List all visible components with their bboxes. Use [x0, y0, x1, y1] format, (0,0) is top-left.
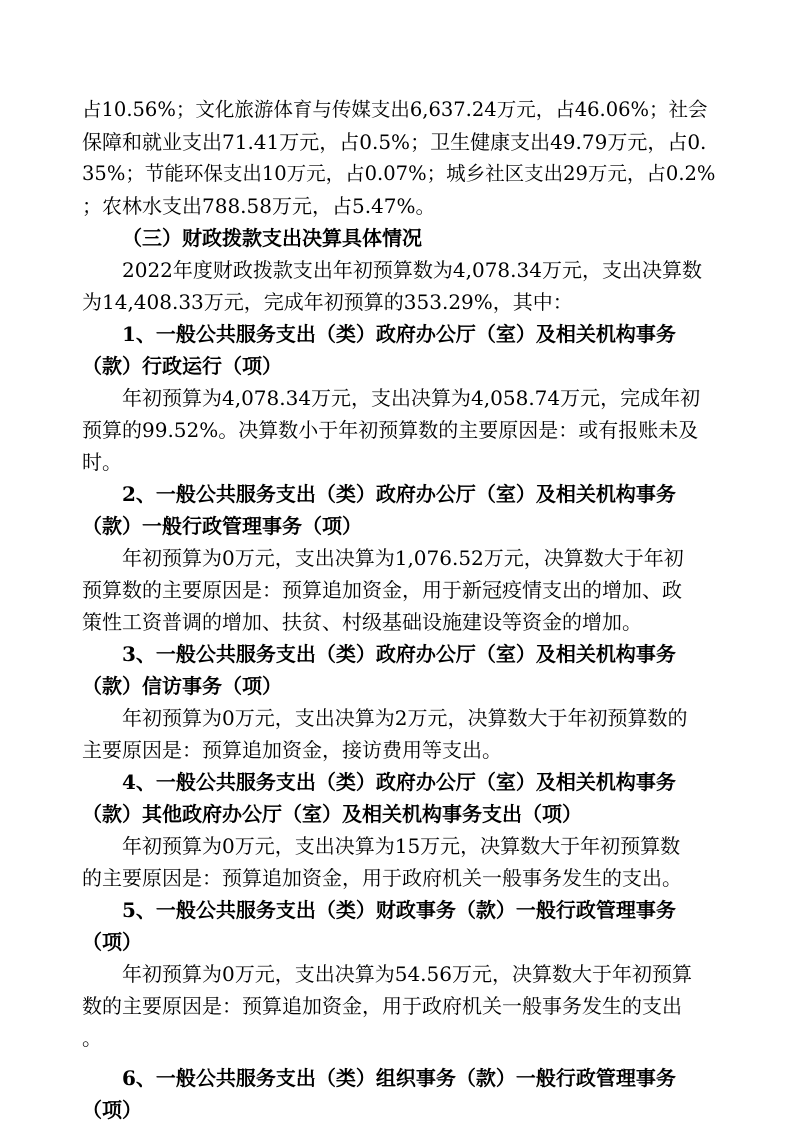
item-heading: （项） — [82, 1098, 142, 1122]
item-heading: （款）一般行政管理事务（项） — [82, 514, 362, 538]
text-line: 策性工资普调的增加、扶贫、村级基础设施建设等资金的增加。 — [82, 610, 642, 634]
text-line: 年初预算为0万元，支出决算为15万元，决算数大于年初预算数 — [122, 834, 681, 858]
text-line: 。 — [82, 1026, 102, 1050]
item-heading: （款）其他政府办公厅（室）及相关机构事务支出（项） — [82, 802, 582, 826]
item-heading: 3、一般公共服务支出（类）政府办公厅（室）及相关机构事务 — [122, 642, 676, 666]
text-line: 预算的99.52%。决算数小于年初预算数的主要原因是：或有报账未及 — [82, 418, 699, 442]
text-line: 年初预算为0万元，支出决算为1,076.52万元，决算数大于年初 — [122, 546, 684, 570]
item-heading: 4、一般公共服务支出（类）政府办公厅（室）及相关机构事务 — [122, 770, 676, 794]
text-line: 为14,408.33万元，完成年初预算的353.29%，其中： — [82, 290, 573, 314]
text-line: 数的主要原因是：预算追加资金，用于政府机关一般事务发生的支出 — [82, 994, 682, 1018]
item-heading: 1、一般公共服务支出（类）政府办公厅（室）及相关机构事务 — [122, 322, 676, 346]
text-line: 年初预算为0万元，支出决算为2万元，决算数大于年初预算数的 — [122, 706, 688, 730]
item-heading: 2、一般公共服务支出（类）政府办公厅（室）及相关机构事务 — [122, 482, 676, 506]
item-heading: 5、一般公共服务支出（类）财政事务（款）一般行政管理事务 — [122, 898, 676, 922]
text-line: 年初预算为4,078.34万元，支出决算为4,058.74万元，完成年初 — [122, 386, 701, 410]
text-line: 2022年度财政拨款支出年初预算数为4,078.34万元，支出决算数 — [122, 258, 702, 282]
document-page — [82, 94, 718, 1126]
text-line: 的主要原因是：预算追加资金，用于政府机关一般事务发生的支出。 — [82, 866, 682, 890]
item-heading: 6、一般公共服务支出（类）组织事务（款）一般行政管理事务 — [122, 1066, 676, 1090]
item-heading: （款）行政运行（项） — [82, 354, 282, 378]
text-line: 占10.56%；文化旅游体育与传媒支出6,637.24万元，占46.06%；社会 — [82, 98, 708, 121]
text-line: 年初预算为0万元，支出决算为54.56万元，决算数大于年初预算 — [122, 962, 692, 986]
text-line: 预算数的主要原因是：预算追加资金，用于新冠疫情支出的增加、政 — [82, 578, 682, 602]
text-line: 主要原因是：预算追加资金，接访费用等支出。 — [82, 738, 502, 762]
text-line: 保障和就业支出71.41万元，占0.5%；卫生健康支出49.79万元，占0. — [82, 130, 707, 154]
text-line: ；农林水支出788.58万元，占5.47%。 — [82, 194, 436, 218]
section-heading: （三）财政拨款支出决算具体情况 — [122, 226, 422, 250]
text-line: 35%；节能环保支出10万元，占0.07%；城乡社区支出29万元，占0.2% — [82, 162, 716, 185]
item-heading: （项） — [82, 930, 142, 954]
text-line: 时。 — [82, 450, 122, 474]
item-heading: （款）信访事务（项） — [82, 674, 282, 698]
